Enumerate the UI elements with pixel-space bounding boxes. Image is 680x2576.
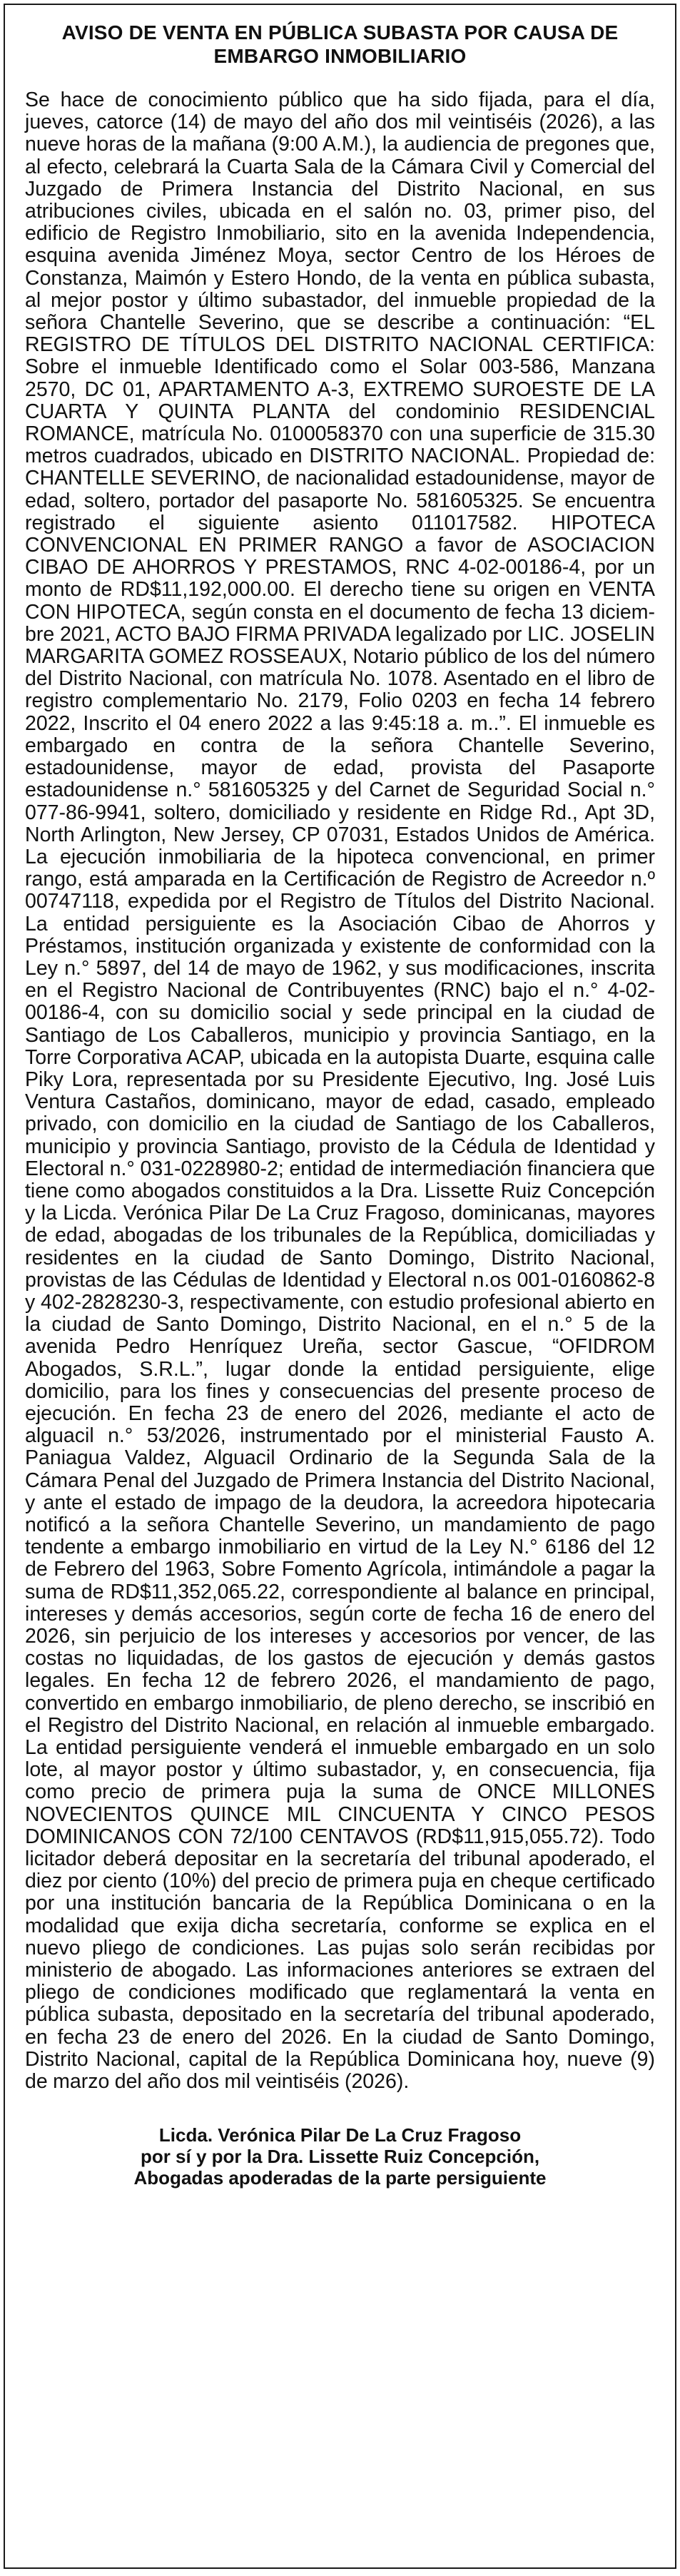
signature-representation: por sí y por la Dra. Lissette Ruiz Concepción, xyxy=(140,2146,540,2168)
signature-name: Licda. Verónica Pilar De La Cruz Fragoso xyxy=(158,2124,522,2146)
signature-block xyxy=(25,2124,655,2189)
signature-role: Abogadas apoderadas de la parte persiguiente xyxy=(133,2167,547,2189)
notice-title xyxy=(25,21,655,68)
notice-body-text: Se hace de conocimiento público que ha sido fijada, para el día, jueves, catorce (14) de mayo del año dos mil veintiséis (2026), a las nueve horas de la mañana (9:00 A.M.), la audiencia de pregones que, al efecto, celebrará la Cuarta Sala de la Cámara Civil y Comercial del Juzgado de Primera Instancia del Distrito Nacional, en sus atribuciones civiles, ubicada en el salón no. 03, primer piso, del edificio de Registro Inmobiliario, sito en la avenida Independencia, esquina avenida Jiménez Moya, sector Centro de los Héroes de Constanza, Maimón y Estero Hondo, de la venta en pública subasta, al mejor postor y último subastador, del inmueble propiedad de la señora Chantelle Severino, que se describe a continuación: “EL REGISTRO DE TÍTULOS DEL DISTRITO NACIONAL CERTIFICA: Sobre el inmueble Identificado como el Solar 003-586, Manzana 2570, DC 01, APARTAMENTO A-3, EXTREMO SUROESTE DE LA CUARTA Y QUINTA PLANTA del condominio RESIDENCIAL ROMANCE, matrícula No. 0100058370 con una superficie de 315.30 metros cuadrados, ubicado en DISTRITO NACIONAL. Propiedad de: CHANTELLE SEVERINO, de nacionalidad estadounidense, mayor de edad, soltero, portador del pasaporte No. 581605325. Se encuentra registrado el siguiente asiento 011017582. HIPOTECA CONVENCIONAL EN PRIMER RANGO a favor de ASOCIACION CIBAO DE AHORROS Y PRESTAMOS, RNC 4-02-00186-4, por un monto de RD$11,192,000.00. El derecho tiene su origen en VENTA CON HIPOTECA, según consta en el documento de fecha 13 diciembre 2021, ACTO BAJO FIRMA PRIVADA legalizado por LIC. JOSELIN MARGARITA GOMEZ ROSSEAUX, Notario público de los del número del Distrito Nacional, con matrícula No. 1078. Asentado en el libro de registro complementario No. 2179, Folio 0203 en fecha 14 febrero 2022, Inscrito el 04 enero 2022 a las 9:45:18 a. m..”. El inmueble es embargado en contra de la señora Chantelle Severino, estadounidense, mayor de edad, provista del Pasaporte estadounidense n.° 581605325 y del Carnet de Seguridad Social n.° 077-86-9941, soltero, domiciliado y residente en Ridge Rd., Apt 3D, North Arlington, New Jersey, CP 07031, Estados Unidos de América. La ejecución inmobiliaria de la hipoteca convencional, en primer rango, está amparada en la Certificación de Registro de Acreedor n.º 00747118, expedida por el Registro de Títulos del Distrito Nacional. La entidad persiguiente es la Asociación Cibao de Ahorros y Préstamos, institución organizada y existente de conformidad con la Ley n.° 5897, del 14 de mayo de 1962, y sus modificaciones, inscrita en el Registro Nacional de Contribuyentes (RNC) bajo el n.° 4-02-00186-4, con su domicilio social y sede principal en la ciudad de Santiago de Los Caballeros, municipio y provincia Santiago, en la Torre Corporativa ACAP, ubicada en la autopista Duarte, esquina calle Piky Lora, representada por su Presidente Ejecutivo, Ing. José Luis Ventura Castaños, dominicano, mayor de edad, casado, empleado privado, con domicilio en la ciudad de Santiago de los Caballeros, municipio y provincia Santiago, provisto de la Cédula de Identidad y Electoral n.° 031-0228980-2; entidad de intermediación financiera que tiene como abogados constituidos a la Dra. Lissette Ruiz Concepción y la Licda. Verónica Pilar De La Cruz Fragoso, dominicanas, mayores de edad, abogadas de los tribunales de la República, domiciliadas y residentes en la ciudad de Santo Domingo, Distrito Nacional, provistas de las Cédulas de Identidad y Electoral n.os 001-0160862-8 y 402-2828230-3, respectivamente, con estudio profesional abierto en la ciudad de Santo Domingo, Distrito Nacional, en el n.° 5 de la avenida Pedro Henríquez Ureña, sector Gascue, “OFIDROM Abogados, S.R.L.”, lugar donde la entidad persiguiente, elige domicilio, para los fines y consecuencias del presente proceso de ejecución. En fecha 23 de enero del 2026, mediante el acto de alguacil n.° 53/2026, instrumentado por el ministerial Fausto A. Paniagua Valdez, Alguacil Ordinario de la Segunda Sala de la Cámara Penal del Juzgado de Primera Instancia del Distrito Nacional, y ante el estado de impago de la deudora, la acreedora hipotecaria notificó a la señora Chantelle Severino, un mandamiento de pago tendente a embargo inmobiliario en virtud de la Ley N.° 6186 del 12 de Febrero del 1963, Sobre Fomento Agrícola, intimándole a pagar la suma de RD$11,352,065.22, correspondiente al balance en principal, intereses y demás accesorios, según corte de fecha 16 de enero del 2026, sin perjuicio de los intereses y accesorios por vencer, de las costas no liquidadas, de los gastos de ejecución y demás gastos legales. En fecha 12 de febrero 2026, el mandamiento de pago, convertido en embargo inmobiliario, de pleno derecho, se inscribió en el Registro del Distrito Nacional, en relación al inmueble embargado. La entidad persiguiente venderá el inmueble embargado en un solo lote, al mayor postor y último subastador, y, en consecuencia, fija como precio de primera puja la suma de ONCE MILLONES NOVECIENTOS QUINCE MIL CINCUENTA Y CINCO PESOS DOMINICANOS CON 72/100 CENTAVOS (RD$11,915,055.72). Todo licitador deberá depositar en la secretaría del tribunal apoderado, el diez por ciento (10%) del precio de primera puja en cheque certificado por una institución bancaria de la República Dominicana o en la modalidad que exija dicha secretaría, conforme se explica en el nuevo pliego de condiciones. Las pujas solo serán recibidas por ministerio de abogado. Las informaciones anteriores se extraen del pliego de condiciones modificado que reglamentará la venta en pública subasta, depositado en la secretaría del tribunal apoderado, en fecha 23 de enero del 2026. En la ciudad de Santo Domingo, Distrito Nacional, capital de la República Dominicana hoy, nueve (9) de marzo del año dos mil veintiséis (2026). xyxy=(25,88,655,2094)
legal-notice xyxy=(4,4,676,2569)
notice-title-line-2: EMBARGO INMOBILIARIO xyxy=(213,45,467,67)
notice-title-line-1: AVISO DE VENTA EN PÚBLICA SUBASTA POR CAUSA DE xyxy=(61,21,619,44)
